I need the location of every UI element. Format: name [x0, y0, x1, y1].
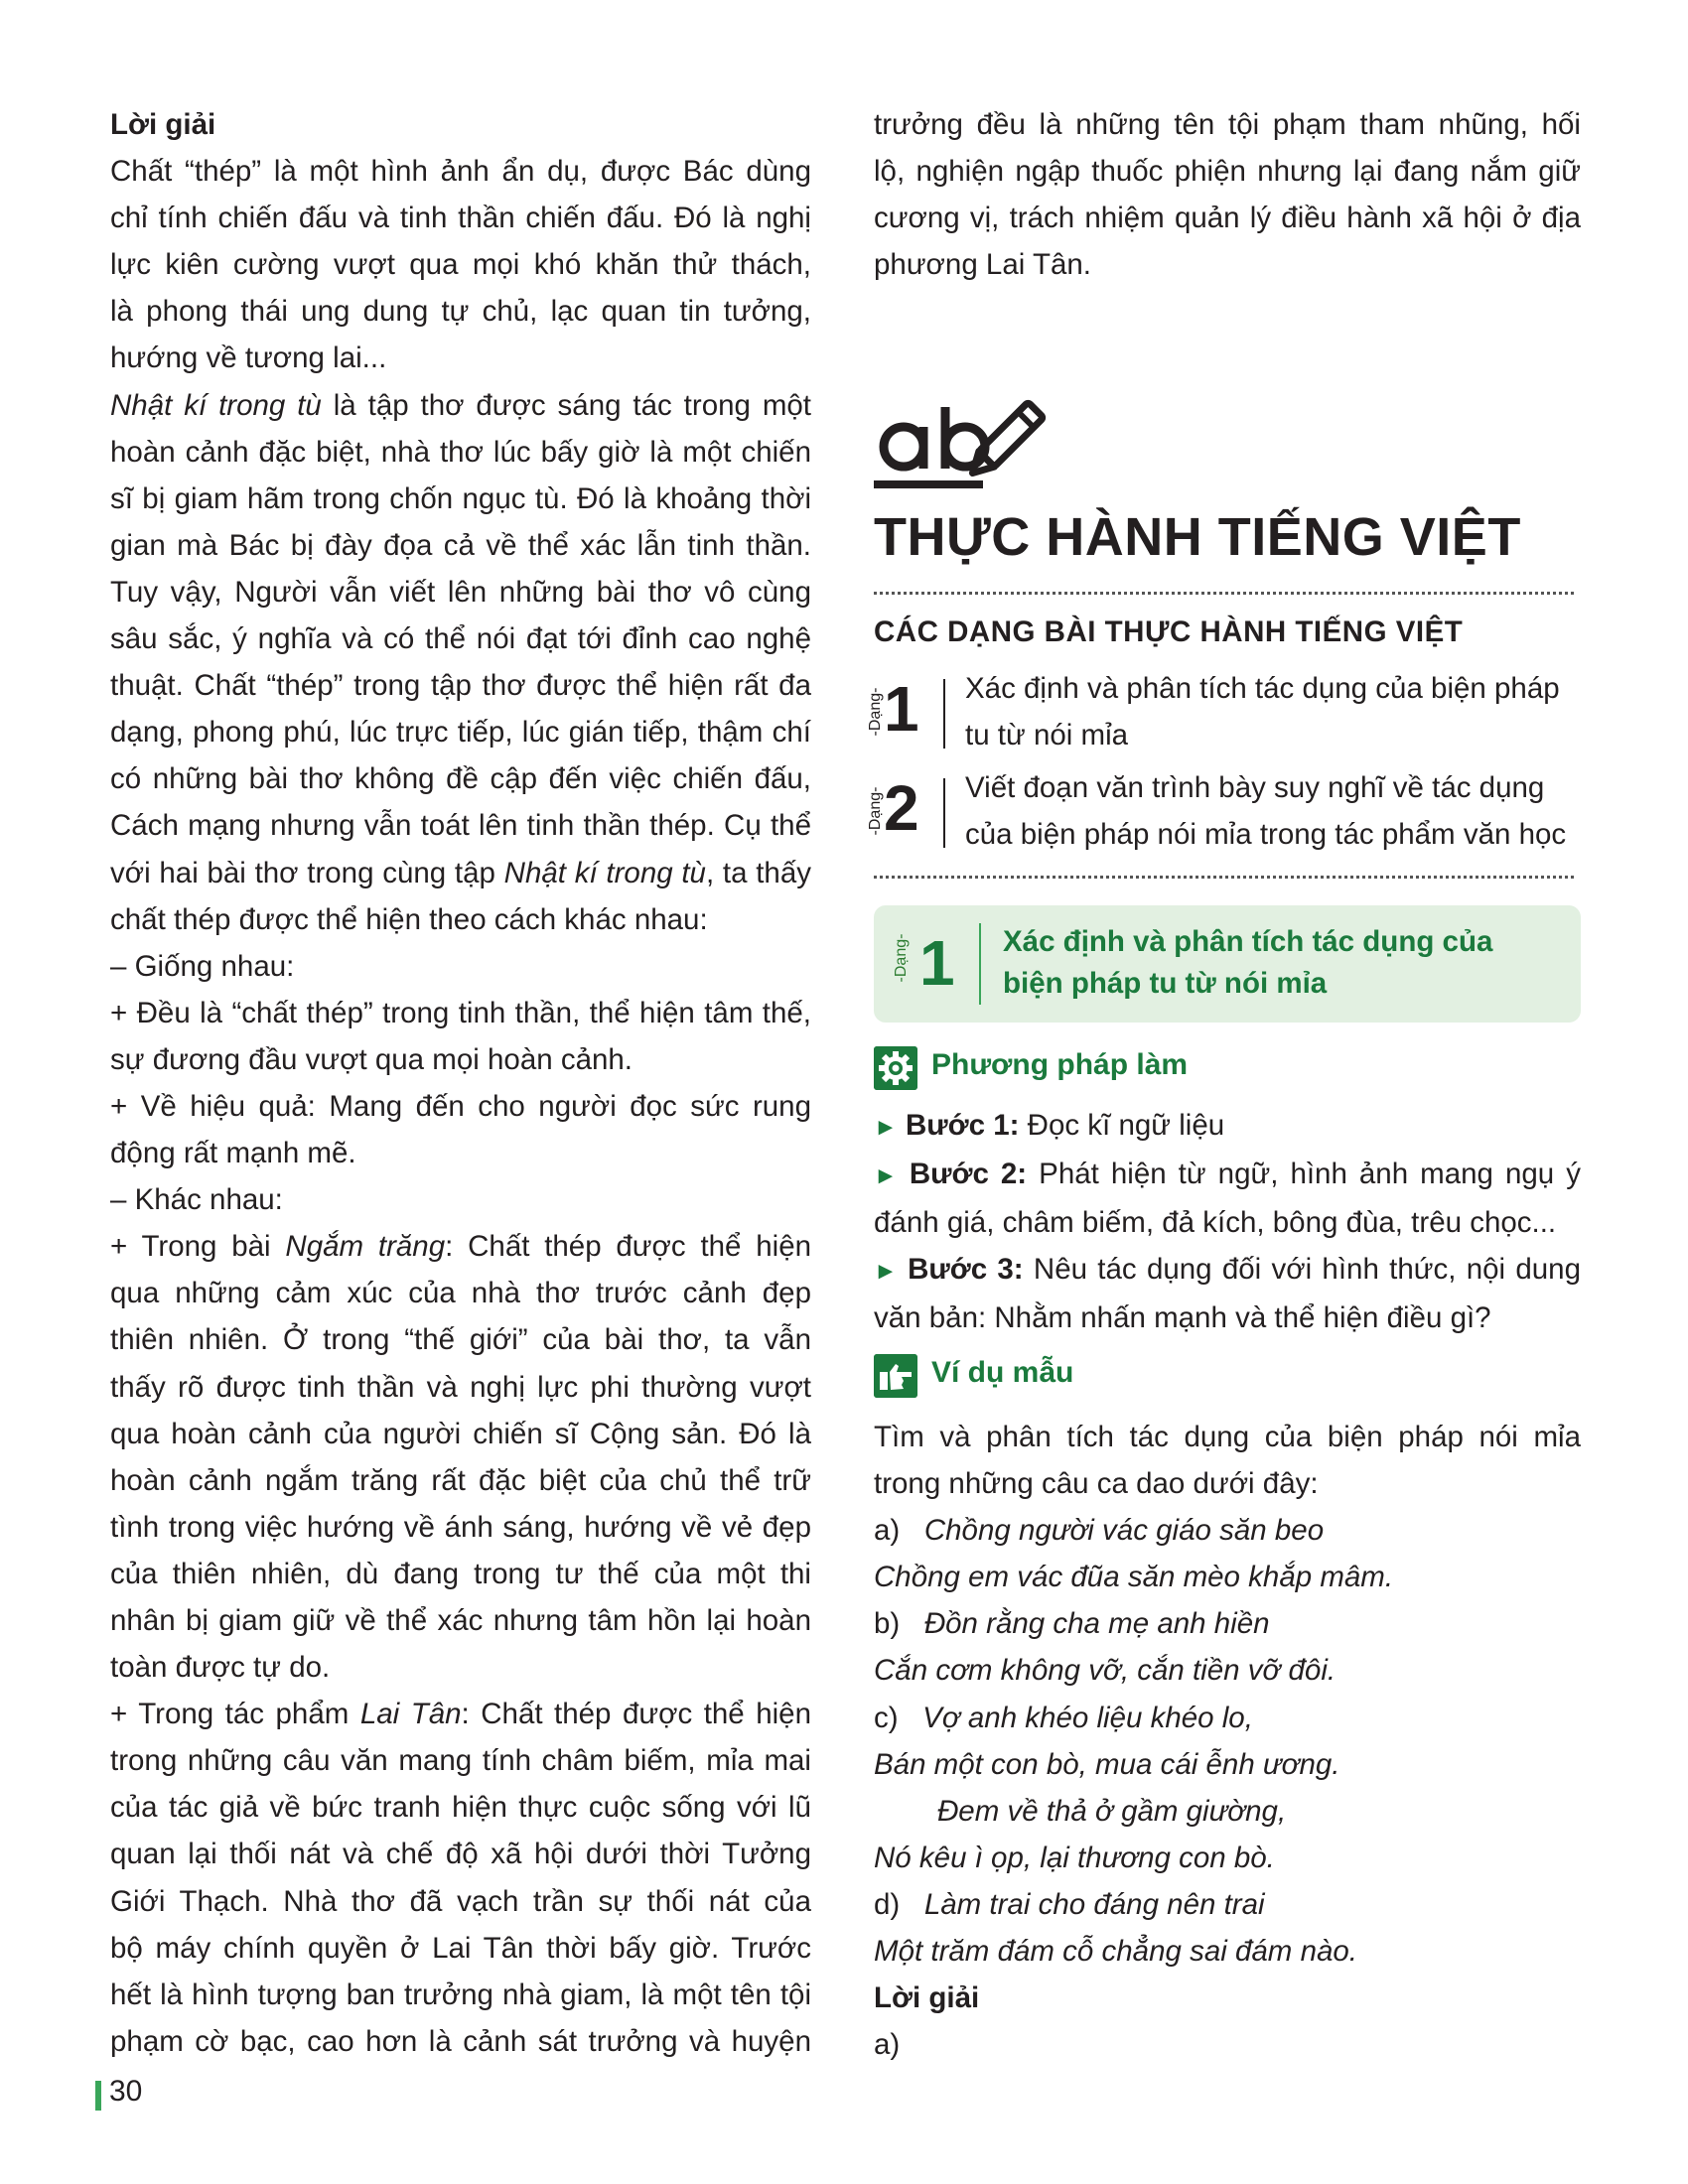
text-line: thấy rõ được tinh thần và nghị lực phi thường vượt [110, 1370, 811, 1404]
step-text: Nêu tác dụng đối với hình thức, nội dung [1023, 1253, 1581, 1287]
text-fragment: + Trong tác phẩm [110, 1698, 350, 1731]
italic-title: Nhật kí trong tù [110, 388, 322, 422]
text-line [110, 850, 811, 896]
text-fragment: với hai bài thơ trong cùng tập [110, 856, 495, 889]
text-fragment: : Chất thép được thể hiện [445, 1230, 812, 1264]
example-block [874, 1414, 1581, 2068]
text-line: nhân bị giam giữ về thể xác nhưng tâm hồn lại hoàn [110, 1604, 811, 1637]
text-line: động rất mạnh mẽ. [110, 1137, 356, 1170]
text-line: sự đương đầu vượt qua mọi hoàn cảnh. [110, 1042, 633, 1076]
text-line: quan lại thối nát và chế độ xã hội dưới thời Tưởng [110, 1838, 811, 1871]
ab-pencil-icon [874, 399, 1053, 498]
dang-label-text: -Dạng- [867, 786, 884, 836]
text-line: Cách mạng nhưng vẫn toát lên tinh thần thép. Cụ thể [110, 809, 811, 843]
text-line: hướng về tương lai... [110, 341, 387, 375]
text-line: sâu sắc, ý nghĩa và có thể nói đạt tới đỉnh cao nghệ [110, 622, 811, 656]
step-label: Bước 2: [909, 1158, 1028, 1191]
text-line: + Về hiệu quả: Mang đến cho người đọc sức rung [110, 1089, 811, 1123]
dang-label-text: -Dạng- [893, 933, 910, 983]
verse-line: Đem về thả ở gầm giường, [937, 1794, 1287, 1828]
method-title: Phương pháp làm [931, 1048, 1189, 1081]
example-d [874, 1881, 1581, 1928]
text-line: – Khác nhau: [110, 1183, 283, 1217]
example-marker: c) [874, 1701, 899, 1734]
text-line: chất thép được thể hiện theo cách khác nhau: [110, 902, 708, 936]
text-line: + Đều là “chất thép” trong tinh thần, thể hiện tâm thế, [110, 996, 811, 1029]
text-line: trong những câu ca dao dưới đây: [874, 1467, 1319, 1501]
pointing-hand-icon [874, 1354, 917, 1398]
text-line: trưởng đều là những tên tội phạm tham nhũng, hối [874, 108, 1581, 141]
step-label: Bước 1: [905, 1109, 1020, 1142]
dang-separator [943, 679, 945, 749]
text-line: văn bản: Nhằm nhấn mạnh và thể hiện điều gì? [874, 1301, 1491, 1335]
dotted-divider [874, 876, 1574, 879]
example-marker: b) [874, 1607, 901, 1641]
text-line [110, 1691, 811, 1737]
left-column [110, 101, 811, 2065]
step-text: Phát hiện từ ngữ, hình ảnh mang ngụ ý [1027, 1158, 1581, 1191]
section-title: THỰC HÀNH TIẾNG VIỆT [874, 507, 1521, 567]
answer-heading: Lời giải [874, 1981, 980, 2015]
highlight-box [874, 905, 1581, 1023]
steps-list [874, 1102, 1581, 1341]
text-line: Xác định và phân tích tác dụng của [1003, 925, 1493, 958]
dang-label [866, 679, 886, 749]
dang-number: 1 [884, 673, 919, 745]
text-line: trong những câu văn mang tính châm biếm, mỉa mai [110, 1744, 811, 1778]
text-line: của thiên nhiên, dù đang trong tư thế của một thi [110, 1557, 811, 1590]
text-line: hoàn cảnh ngắm trăng rất đặc biệt của chủ thể trữ [110, 1463, 811, 1497]
dang-text [965, 764, 1581, 858]
text-line: biện pháp tu từ nói mỉa [1003, 967, 1328, 1000]
dang-item-1 [866, 665, 1581, 760]
text-line: Giới Thạch. Nhà thơ đã vạch trần sự thối nát của [110, 1884, 811, 1918]
text-line: gian mà Bác bị đày đọa cả về thể xác lẫn tinh thần. [110, 528, 811, 562]
text-line: Tìm và phân tích tác dụng của biện pháp nói mỉa [874, 1421, 1581, 1453]
text-line: qua những cảm xúc của nhà thơ trước cảnh đẹp [110, 1277, 811, 1310]
page-number-bar [95, 2081, 101, 2111]
dotted-divider [874, 592, 1574, 595]
text-line: bộ máy chính quyền ở Lai Tân thời bấy giờ. Trước [110, 1931, 811, 1965]
text-line: của tác giả về bức tranh hiện thực cuộc sống với lũ [110, 1791, 811, 1825]
verse-line: Vợ anh khéo liệu khéo lo, [922, 1701, 1253, 1734]
text-line: phương Lai Tân. [874, 248, 1091, 282]
verse-line: Chồng người vác giáo săn beo [923, 1514, 1325, 1548]
answer-start: a) [874, 2028, 901, 2062]
verse-line: Bán một con bò, mua cái ễnh ương. [874, 1747, 1340, 1781]
triangle-icon: ► [874, 1258, 898, 1286]
text-line: Xác định và phân tích tác dụng của biện pháp [965, 672, 1560, 705]
text-line: sĩ bị giam hãm trong chốn ngục tù. Đó là khoảng thời [110, 481, 811, 515]
example-marker: d) [874, 1887, 901, 1921]
text-fragment: , ta thấy [705, 856, 811, 889]
triangle-icon: ► [874, 1162, 898, 1190]
verse-line: Đồn rằng cha mẹ anh hiền [923, 1607, 1270, 1641]
text-line: cương vị, trách nhiệm quản lý điều hành xã hội ở địa [874, 202, 1581, 235]
text-line: – Giống nhau: [110, 949, 295, 983]
dang-text [965, 665, 1581, 758]
dang-separator [943, 778, 945, 848]
example-c [874, 1695, 1581, 1741]
steps-body [874, 1102, 1581, 1341]
example-b [874, 1600, 1581, 1647]
dang-number: 2 [884, 772, 919, 844]
example-a [874, 1507, 1581, 1554]
step-label: Bước 3: [908, 1253, 1024, 1287]
text-line: dạng, phong phú, lúc trực tiếp, lúc gián tiếp, thậm chí [110, 716, 811, 750]
text-line: Viết đoạn văn trình bày suy nghĩ về tác dụng [965, 771, 1545, 804]
example-body [874, 1414, 1581, 2068]
dang-label-text: -Dạng- [867, 687, 884, 737]
right-top-body [874, 101, 1581, 288]
text-fragment: là tập thơ được sáng tác trong một [333, 388, 811, 422]
text-line: toàn được tự do. [110, 1651, 331, 1685]
text-line: thiên nhiên. Ở trong “thế giới” của bài thơ, ta vẫn [110, 1323, 811, 1357]
verse-line: Cắn cơm không vỡ, cắn tiền vỡ đôi. [874, 1654, 1336, 1688]
text-line: tình trong việc hướng về ánh sáng, hướng về vẻ đẹp [110, 1510, 811, 1544]
triangle-icon: ► [874, 1114, 898, 1141]
text-line: có những bài thơ không đề cập đến việc chiến đấu, [110, 762, 811, 796]
text-line: thuật. Chất “thép” trong tập thơ được thể hiện rất đa [110, 669, 811, 703]
verse-line: Một trăm đám cỗ chẳng sai đám nào. [874, 1935, 1357, 1969]
text-fragment: + Trong bài [110, 1230, 271, 1264]
italic-title: Ngắm trăng [285, 1230, 446, 1264]
text-line: là phong thái ung dung tự chủ, lạc quan tin tưởng, [110, 295, 811, 329]
step-1 [874, 1102, 1581, 1151]
text-line: qua hoàn cảnh của người chiến sĩ Cộng sản. Đó là [110, 1417, 811, 1450]
text-line: Chất “thép” là một hình ảnh ẩn dụ, được Bác dùng [110, 155, 811, 189]
highlight-text [1003, 921, 1559, 1005]
dang-label [866, 778, 886, 848]
dang-label [892, 925, 912, 995]
text-line: chỉ tính chiến đấu và tinh thần chiến đấu. Đó là nghị [110, 202, 811, 235]
step-2 [874, 1151, 1581, 1199]
italic-title: Lai Tân [359, 1698, 462, 1731]
dang-number: 1 [919, 927, 955, 999]
subsection-title: CÁC DẠNG BÀI THỰC HÀNH TIẾNG VIỆT [874, 615, 1464, 648]
text-line [110, 1223, 811, 1270]
text-line: đánh giá, châm biếm, đả kích, bông đùa, trêu chọc... [874, 1206, 1557, 1240]
verse-line: Chồng em vác đũa săn mèo khắp mâm. [874, 1561, 1394, 1594]
example-marker: a) [874, 1514, 901, 1548]
right-column-top [874, 101, 1581, 288]
dang-separator [979, 923, 981, 1005]
step-text: Đọc kĩ ngữ liệu [1019, 1109, 1225, 1142]
text-line: hết là hình tượng ban trưởng nhà giam, là một tên tội [110, 1978, 811, 2011]
text-line: lộ, nghiện ngập thuốc phiện nhưng lại đang nắm giữ [874, 155, 1581, 189]
verse-line: Làm trai cho đáng nên trai [923, 1887, 1265, 1921]
italic-title: Nhật kí trong tù [503, 856, 706, 889]
text-line: Tuy vậy, Người vẫn viết lên những bài thơ vô cùng [110, 575, 811, 609]
text-line: tu từ nói mỉa [965, 719, 1129, 752]
text-line: hoàn cảnh đặc biệt, nhà thơ lúc bấy giờ là một chiến [110, 435, 811, 469]
loi-giai-heading: Lời giải [110, 108, 216, 141]
text-line: lực kiên cường vượt qua mọi khó khăn thử thách, [110, 248, 811, 282]
gear-icon [874, 1046, 917, 1090]
page-number-text: 30 [109, 2075, 143, 2108]
verse-line: Nó kêu ì ọp, lại thương con bò. [874, 1841, 1275, 1874]
step-3 [874, 1246, 1581, 1295]
left-body [110, 148, 811, 2065]
text-line [110, 382, 811, 429]
dang-item-2 [866, 764, 1581, 860]
example-title: Ví dụ mẫu [931, 1356, 1074, 1389]
text-line: phạm cờ bạc, cao hơn là cảnh sát trưởng và huyện [110, 2024, 811, 2058]
text-fragment: : Chất thép được thể hiện [461, 1698, 811, 1731]
text-line: của biện pháp nói mỉa trong tác phẩm văn học [965, 818, 1567, 852]
